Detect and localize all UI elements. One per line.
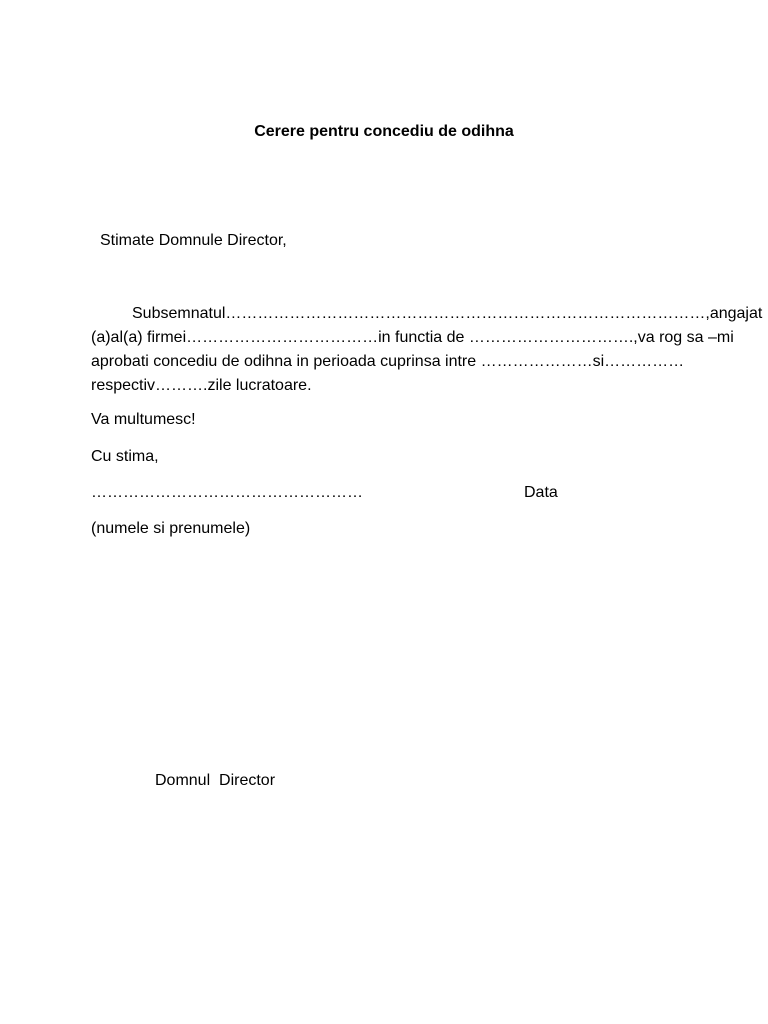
- thanks-text: Va multumesc!: [91, 411, 196, 428]
- greeting-text: Stimate Domnule Director,: [100, 232, 287, 249]
- signature-line: ……………………………………………: [91, 484, 363, 501]
- addressee-text: Domnul Director: [155, 772, 276, 789]
- body-line-2: (a)al(a) firmei………………………………in functia de ………………………….,va rog sa –mi: [91, 329, 734, 346]
- document-title: Cerere pentru concediu de odihna: [254, 123, 514, 140]
- name-hint: (numele si prenumele): [91, 520, 251, 537]
- closing-text: Cu stima,: [91, 448, 159, 465]
- request-body: [91, 302, 763, 398]
- body-line-1: Subsemnatul………………………………………………………………………………,angajat: [132, 305, 763, 322]
- body-line-3: aprobati concediu de odihna in perioada cuprinsa intre …………………si……………: [91, 353, 685, 370]
- date-label: Data: [524, 484, 558, 501]
- body-line-4: respectiv……….zile lucratoare.: [91, 377, 312, 394]
